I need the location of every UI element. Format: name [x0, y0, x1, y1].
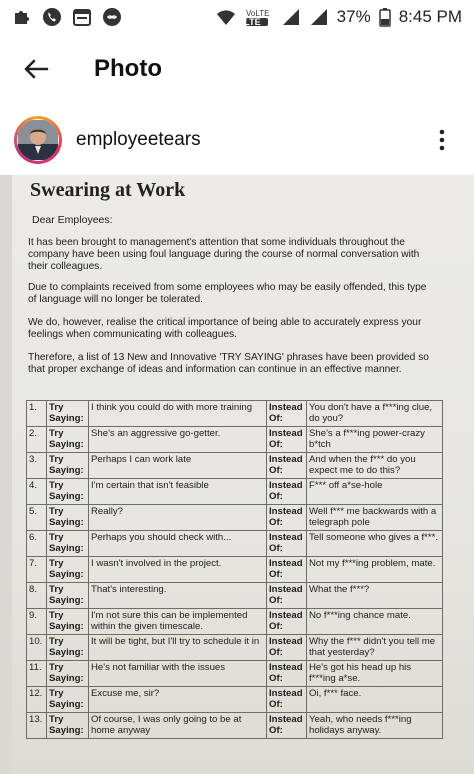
svg-text:VoLTE: VoLTE	[246, 9, 270, 18]
try-saying-label: Try Saying:	[47, 661, 89, 687]
try-saying-label: Try Saying:	[47, 505, 89, 531]
memo-paragraph-3: We do, however, realise the critical importance of being able to accurately express your feelings when communicating with colleagues.	[28, 317, 422, 340]
instead-of-label: Instead Of:	[267, 635, 307, 661]
instead-of-label: Instead Of:	[267, 401, 307, 427]
instead-of-phrase: Oi, f*** face.	[307, 687, 443, 713]
try-saying-phrase: I wasn't involved in the project.	[89, 557, 267, 583]
table-row	[27, 661, 443, 687]
more-options-button[interactable]	[430, 120, 454, 160]
instead-of-phrase: F*** off a*se-hole	[307, 479, 443, 505]
row-number: 4.	[27, 479, 47, 505]
instead-of-phrase: Well f*** me backwards with a telegraph pole	[307, 505, 443, 531]
clock: 8:45 PM	[398, 7, 462, 26]
table-row	[27, 479, 443, 505]
memo-paper	[12, 175, 474, 774]
memo-paragraph-2: Due to complaints received from some employees who may be easily offended, this type of language will no longer be tolerated.	[28, 282, 427, 305]
try-saying-label: Try Saying:	[47, 531, 89, 557]
instead-of-label: Instead Of:	[267, 531, 307, 557]
status-icons-left	[12, 7, 122, 27]
instead-of-phrase: What the f***?	[307, 583, 443, 609]
row-number: 6.	[27, 531, 47, 557]
post-username[interactable]: employeetears	[76, 129, 201, 150]
phrase-table	[26, 400, 443, 739]
try-saying-phrase: I'm not sure this can be implemented within the given timescale.	[89, 609, 267, 635]
instead-of-phrase: She's a f***ing power-crazy b*tch	[307, 427, 443, 453]
instead-of-phrase: Why the f*** didn't you tell me that yesterday?	[307, 635, 443, 661]
instead-of-phrase: He's got his head up his f***ing a*se.	[307, 661, 443, 687]
instead-of-phrase: And when the f*** do you expect me to do this?	[307, 453, 443, 479]
instead-of-phrase: No f***ing chance mate.	[307, 609, 443, 635]
memo-paragraph-4: Therefore, a list of 13 New and Innovative 'TRY SAYING' phrases have been provided so that proper exchange of ideas and information can continue in an effective manner.	[28, 352, 429, 375]
row-number: 13.	[27, 713, 47, 739]
more-vertical-icon	[439, 128, 445, 152]
try-saying-label: Try Saying:	[47, 713, 89, 739]
instead-of-phrase: You don't have a f***ing clue, do you?	[307, 401, 443, 427]
try-saying-label: Try Saying:	[47, 635, 89, 661]
memo-greeting: Dear Employees:	[32, 214, 113, 226]
try-saying-label: Try Saying:	[47, 583, 89, 609]
instead-of-label: Instead Of:	[267, 609, 307, 635]
table-row	[27, 401, 443, 427]
try-saying-phrase: I think you could do with more training	[89, 401, 267, 427]
try-saying-phrase: That's interesting.	[89, 583, 267, 609]
table-row	[27, 453, 443, 479]
instead-of-phrase: Not my f***ing problem, mate.	[307, 557, 443, 583]
back-button[interactable]	[14, 47, 58, 91]
table-row	[27, 635, 443, 661]
phone-icon	[42, 7, 62, 27]
instead-of-label: Instead Of:	[267, 557, 307, 583]
try-saying-label: Try Saying:	[47, 557, 89, 583]
memo-paragraph-1: It has been brought to management's attention that some individuals throughout the company have been using foul language during the course of normal conversation with their colleagues.	[28, 237, 420, 272]
instead-of-label: Instead Of:	[267, 661, 307, 687]
row-number: 11.	[27, 661, 47, 687]
try-saying-phrase: He's not familiar with the issues	[89, 661, 267, 687]
instead-of-label: Instead Of:	[267, 505, 307, 531]
row-number: 5.	[27, 505, 47, 531]
post-photo[interactable]	[0, 175, 474, 774]
try-saying-phrase: Really?	[89, 505, 267, 531]
signal-icon-2	[309, 7, 329, 27]
app-bar	[0, 44, 474, 94]
try-saying-phrase: Excuse me, sir?	[89, 687, 267, 713]
table-row	[27, 713, 443, 739]
instead-of-label: Instead Of:	[267, 427, 307, 453]
calendar-icon	[72, 7, 92, 27]
battery-icon	[379, 7, 391, 27]
instead-of-label: Instead Of:	[267, 583, 307, 609]
network-label: LTE	[244, 17, 261, 27]
try-saying-phrase: Perhaps you should check with...	[89, 531, 267, 557]
table-row	[27, 557, 443, 583]
status-bar	[0, 0, 474, 34]
row-number: 7.	[27, 557, 47, 583]
try-saying-phrase: It will be tight, but I'll try to schedule it in	[89, 635, 267, 661]
table-row	[27, 427, 443, 453]
instead-of-label: Instead Of:	[267, 713, 307, 739]
table-row	[27, 531, 443, 557]
try-saying-label: Try Saying:	[47, 427, 89, 453]
instead-of-phrase: Tell someone who gives a f***.	[307, 531, 443, 557]
try-saying-phrase: I'm certain that isn't feasible	[89, 479, 267, 505]
table-row	[27, 505, 443, 531]
row-number: 8.	[27, 583, 47, 609]
row-number: 3.	[27, 453, 47, 479]
avatar[interactable]	[14, 116, 62, 164]
instead-of-label: Instead Of:	[267, 687, 307, 713]
instead-of-phrase: Yeah, who needs f***ing holidays anyway.	[307, 713, 443, 739]
row-number: 10.	[27, 635, 47, 661]
try-saying-label: Try Saying:	[47, 453, 89, 479]
status-icons-right	[216, 7, 462, 27]
table-row	[27, 687, 443, 713]
battery-percent: 37%	[336, 7, 371, 26]
memo-title: Swearing at Work	[30, 179, 186, 201]
try-saying-phrase: Perhaps I can work late	[89, 453, 267, 479]
wifi-icon	[216, 7, 236, 27]
page-title: Photo	[94, 55, 162, 82]
row-number: 12.	[27, 687, 47, 713]
avatar-image	[17, 119, 59, 161]
try-saying-phrase: She's an aggressive go-getter.	[89, 427, 267, 453]
post-header	[0, 112, 474, 168]
try-saying-label: Try Saying:	[47, 609, 89, 635]
arrow-left-icon	[21, 54, 51, 84]
signal-icon	[281, 7, 301, 27]
row-number: 1.	[27, 401, 47, 427]
profile-photo-icon	[18, 120, 58, 160]
try-saying-phrase: Of course, I was only going to be at home anyway	[89, 713, 267, 739]
row-number: 2.	[27, 427, 47, 453]
try-saying-label: Try Saying:	[47, 687, 89, 713]
instead-of-label: Instead Of:	[267, 479, 307, 505]
puzzle-icon	[12, 7, 32, 27]
instead-of-label: Instead Of:	[267, 453, 307, 479]
try-saying-label: Try Saying:	[47, 479, 89, 505]
link-icon	[102, 7, 122, 27]
table-row	[27, 609, 443, 635]
try-saying-label: Try Saying:	[47, 401, 89, 427]
row-number: 9.	[27, 609, 47, 635]
table-row	[27, 583, 443, 609]
